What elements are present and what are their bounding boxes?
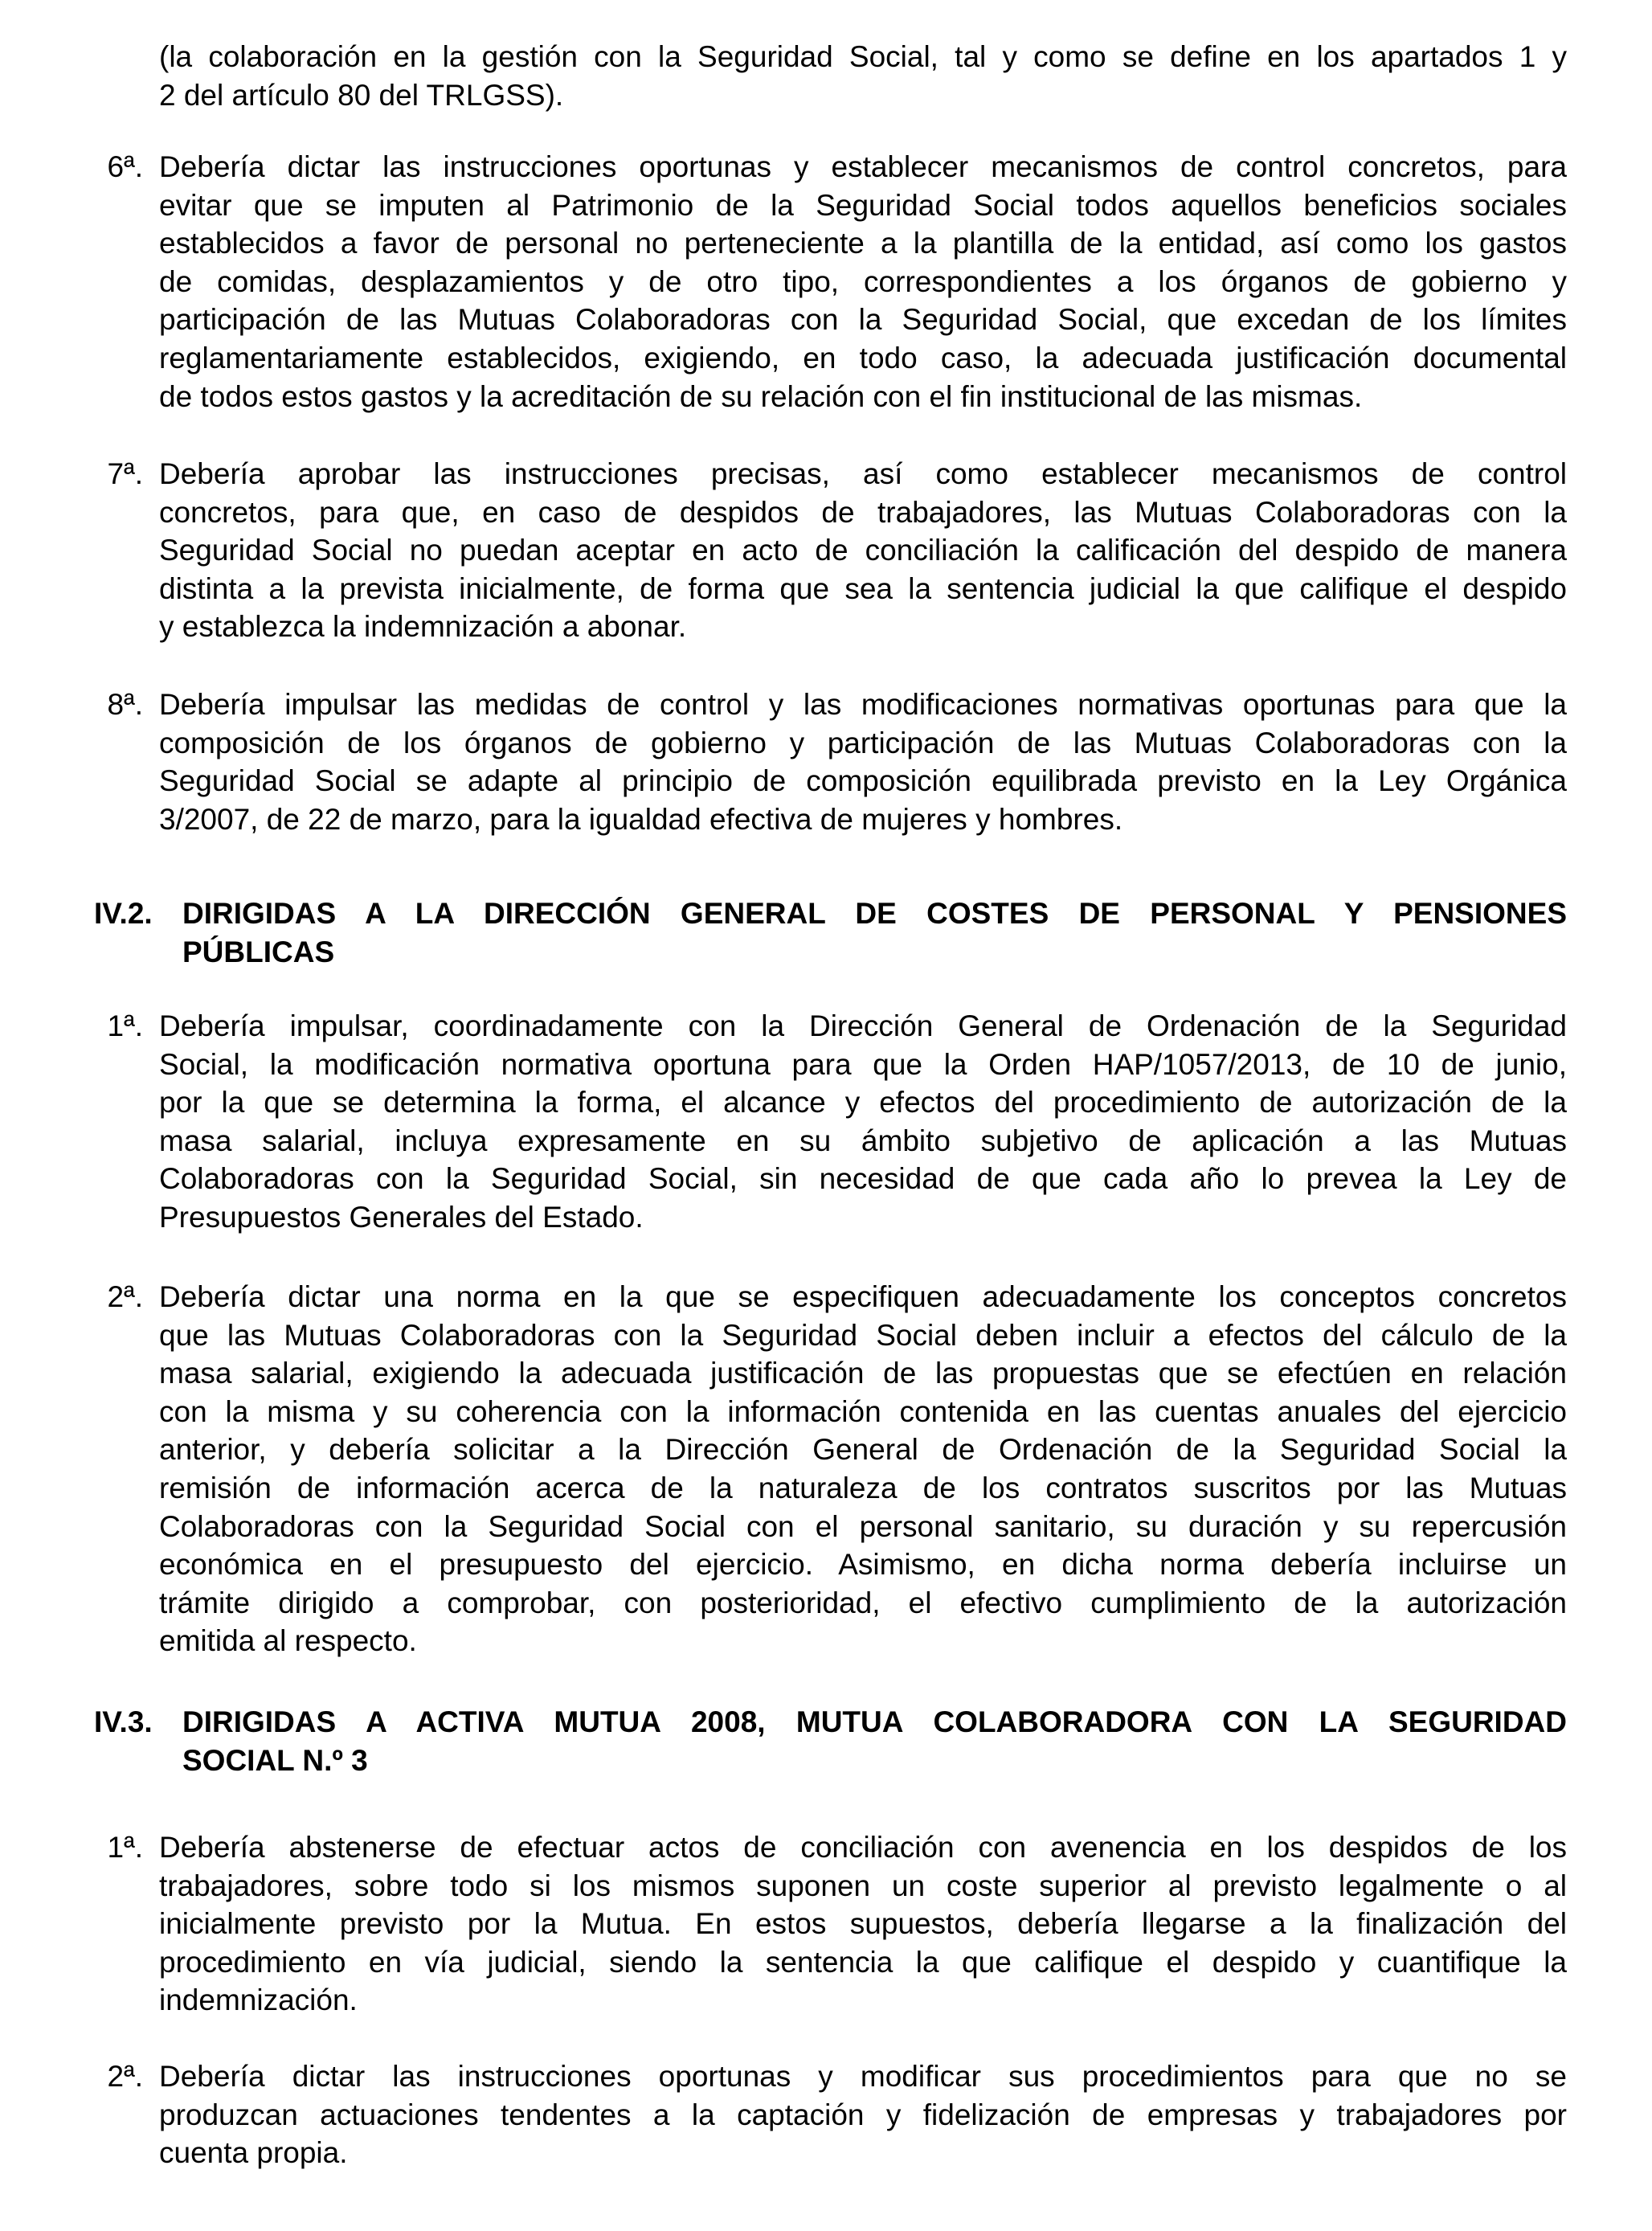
text-line: trámite dirigido a comprobar, con posterioridad, el efectivo cumplimiento de la autorización: [159, 1586, 1567, 1619]
title-line: PÚBLICAS: [182, 935, 335, 968]
text-line: por la que se determina la forma, el alcance y efectos del procedimiento de autorización de la: [159, 1086, 1567, 1120]
item-number: 8ª.: [107, 688, 143, 721]
text-line: reglamentariamente establecidos, exigiendo, en todo caso, la adecuada justificación documental: [159, 341, 1567, 375]
text-line: masa salarial, exigiendo la adecuada justificación de las propuestas que se efectúen en relación: [159, 1357, 1567, 1390]
text-line: remisión de información acerca de la naturaleza de los contratos suscritos por las Mutuas: [159, 1471, 1567, 1504]
text-line: Presupuestos Generales del Estado.: [159, 1200, 644, 1234]
item-text: [159, 2057, 1567, 2172]
text-line: de todos estos gastos y la acreditación de su relación con el fin institucional de las mismas.: [159, 379, 1363, 413]
item-number: 2ª.: [107, 1280, 143, 1313]
item-number: 1ª.: [107, 1009, 143, 1042]
section-title: [182, 1703, 1567, 1779]
text-line: indemnización.: [159, 1983, 358, 2017]
text-line: participación de las Mutuas Colaboradoras con la Seguridad Social, que excedan de los límites: [159, 303, 1567, 337]
item-number: 2ª.: [107, 2060, 143, 2093]
section-number: IV.2.: [94, 897, 153, 930]
text-line: Debería impulsar, coordinadamente con la Dirección General de Ordenación de la Seguridad: [159, 1009, 1567, 1042]
item-text: [159, 1007, 1567, 1237]
item-text: [159, 1278, 1567, 1660]
text-line: de comidas, desplazamientos y de otro tipo, correspondientes a los órganos de gobierno y: [159, 264, 1567, 298]
text-line: Colaboradoras con la Seguridad Social, sin necesidad de que cada año lo prevea la Ley de: [159, 1162, 1567, 1196]
text-line: 3/2007, de 22 de marzo, para la igualdad efectiva de mujeres y hombres.: [159, 802, 1123, 836]
text-line: y establezca la indemnización a abonar.: [159, 610, 687, 644]
text-line: inicialmente previsto por la Mutua. En estos supuestos, debería llegarse a la finalización del: [159, 1907, 1567, 1941]
text-line: Seguridad Social no puedan aceptar en acto de conciliación la calificación del despido de manera: [159, 534, 1567, 567]
text-line: (la colaboración en la gestión con la Seguridad Social, tal y como se define en los apartados 1 y: [159, 40, 1567, 73]
text-line: evitar que se imputen al Patrimonio de la Seguridad Social todos aquellos beneficios sociales: [159, 188, 1567, 222]
item-number: 1ª.: [107, 1831, 143, 1864]
text-line: trabajadores, sobre todo si los mismos suponen un coste superior al previsto legalmente o al: [159, 1869, 1567, 1902]
text-line: concretos, para que, en caso de despidos de trabajadores, las Mutuas Colaboradoras con la: [159, 495, 1567, 529]
text-line: Debería impulsar las medidas de control y las modificaciones normativas oportunas para que la: [159, 688, 1567, 721]
text-line: 2 del artículo 80 del TRLGSS).: [159, 78, 564, 112]
text-line: Debería aprobar las instrucciones precisas, así como establecer mecanismos de control: [159, 457, 1567, 490]
text-line: distinta a la prevista inicialmente, de forma que sea la sentencia judicial la que califique el despido: [159, 571, 1567, 605]
text-line: masa salarial, incluya expresamente en su ámbito subjetivo de aplicación a las Mutuas: [159, 1124, 1567, 1157]
item-number: 6ª.: [107, 150, 143, 183]
item-text: [159, 455, 1567, 646]
text-line: Debería dictar las instrucciones oportunas y modificar sus procedimientos para que no se: [159, 2060, 1567, 2093]
text-line: con la misma y su coherencia con la información contenida en las cuentas anuales del ejercicio: [159, 1394, 1567, 1428]
title-line: DIRIGIDAS A ACTIVA MUTUA 2008, MUTUA COLABORADORA CON LA SEGURIDAD: [182, 1705, 1567, 1738]
text-line: económica en el presupuesto del ejercicio. Asimismo, en dicha norma debería incluirse un: [159, 1548, 1567, 1582]
item-text: [159, 1828, 1567, 2020]
text-line: que las Mutuas Colaboradoras con la Seguridad Social deben incluir a efectos del cálculo de la: [159, 1318, 1567, 1352]
title-line: DIRIGIDAS A LA DIRECCIÓN GENERAL DE COSTES DE PERSONAL Y PENSIONES: [182, 897, 1567, 930]
text-line: Seguridad Social se adapte al principio de composición equilibrada previsto en la Ley Orgánica: [159, 764, 1567, 798]
text-line: Debería dictar las instrucciones oportunas y establecer mecanismos de control concretos, para: [159, 150, 1567, 183]
item-text: [159, 148, 1567, 415]
text-line: Debería abstenerse de efectuar actos de conciliación con avenencia en los despidos de los: [159, 1831, 1567, 1864]
text-line: Social, la modificación normativa oportuna para que la Orden HAP/1057/2013, de 10 de junio,: [159, 1047, 1567, 1081]
text-line: emitida al respecto.: [159, 1624, 417, 1658]
text-line: composición de los órganos de gobierno y participación de las Mutuas Colaboradoras con la: [159, 726, 1567, 759]
text-line: produzcan actuaciones tendentes a la captación y fidelización de empresas y trabajadores por: [159, 2098, 1567, 2131]
text-line: anterior, y debería solicitar a la Dirección General de Ordenación de la Seguridad Social la: [159, 1433, 1567, 1467]
intro-text: [159, 38, 1567, 114]
text-line: Debería dictar una norma en la que se especifiquen adecuadamente los conceptos concretos: [159, 1280, 1567, 1313]
item-text: [159, 686, 1567, 838]
text-line: procedimiento en vía judicial, siendo la sentencia la que califique el despido y cuantifique la: [159, 1945, 1567, 1979]
text-line: establecidos a favor de personal no perteneciente a la plantilla de la entidad, así como los gastos: [159, 227, 1567, 260]
item-number: 7ª.: [107, 457, 143, 490]
section-title: [182, 894, 1567, 971]
text-line: Colaboradoras con la Seguridad Social con el personal sanitario, su duración y su repercusión: [159, 1509, 1567, 1543]
text-line: cuenta propia.: [159, 2136, 348, 2170]
title-line: SOCIAL N.º 3: [182, 1743, 368, 1777]
section-number: IV.3.: [94, 1705, 153, 1738]
